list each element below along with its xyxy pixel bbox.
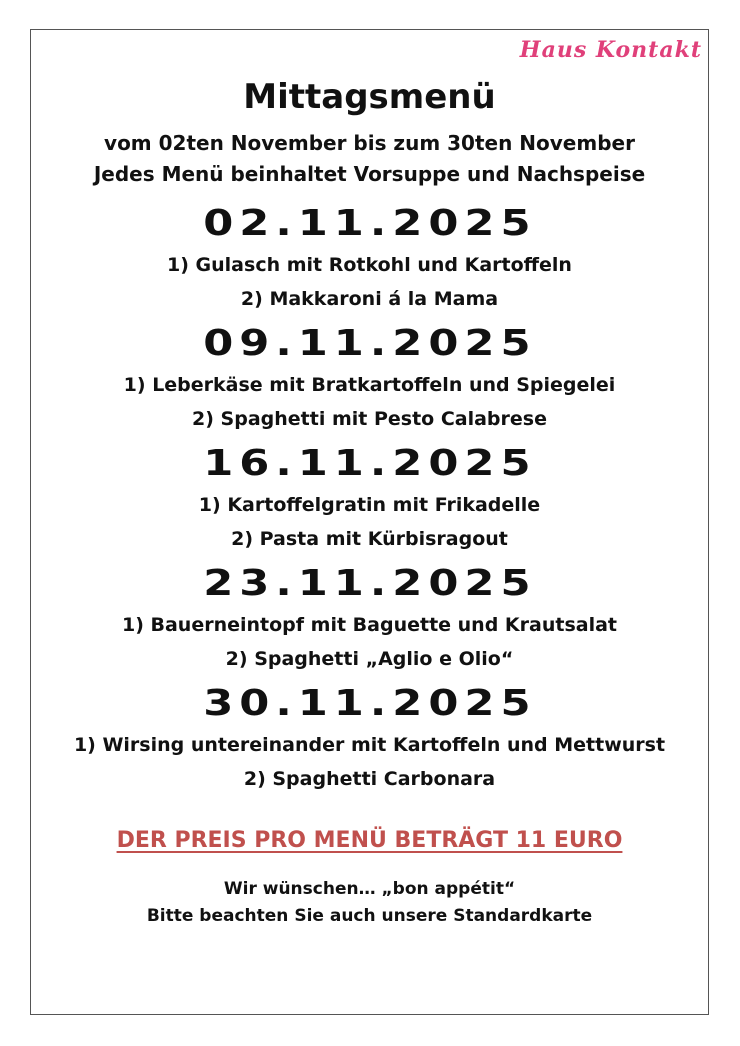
haus-kontakt-logo: Haus Kontakt — [519, 37, 702, 63]
dish-list — [30, 488, 709, 556]
dish-option-2: 2) Spaghetti mit Pesto Calabrese — [192, 408, 547, 430]
dish-option-2: 2) Spaghetti „Aglio e Olio“ — [225, 648, 514, 670]
dish-list — [30, 248, 709, 316]
day-date: 30.11.2025 — [202, 683, 537, 724]
dish-option-1: 1) Kartoffelgratin mit Frikadelle — [198, 494, 541, 516]
bon-appetit-line: Wir wünschen… „bon appétit“ — [223, 879, 516, 899]
day-section — [30, 560, 709, 676]
closing-block — [30, 876, 709, 930]
menu-content — [30, 72, 709, 930]
price-notice: DER PREIS PRO MENÜ BETRÄGT 11 EURO — [116, 828, 623, 853]
menu-includes-subtitle: Jedes Menü beinhaltet Vorsuppe und Nachspeise — [93, 162, 646, 186]
standard-menu-note: Bitte beachten Sie auch unsere Standardkarte — [146, 906, 593, 926]
dish-option-2: 2) Pasta mit Kürbisragout — [231, 528, 508, 550]
subtitle-block — [30, 128, 709, 190]
day-section — [30, 440, 709, 556]
dish-list — [30, 608, 709, 676]
day-date: 02.11.2025 — [202, 203, 537, 244]
day-section — [30, 680, 709, 796]
dish-option-1: 1) Bauerneintopf mit Baguette und Krautsalat — [121, 614, 617, 636]
day-date: 16.11.2025 — [202, 443, 537, 484]
date-range-subtitle: vom 02ten November bis zum 30ten November — [104, 131, 635, 155]
dish-option-2: 2) Spaghetti Carbonara — [243, 768, 496, 790]
day-section — [30, 200, 709, 316]
dish-option-2: 2) Makkaroni á la Mama — [240, 288, 499, 310]
day-section — [30, 320, 709, 436]
dish-option-1: 1) Wirsing untereinander mit Kartoffeln und Mettwurst — [73, 734, 666, 756]
dish-list — [30, 728, 709, 796]
day-date: 09.11.2025 — [202, 323, 537, 364]
dish-list — [30, 368, 709, 436]
day-date: 23.11.2025 — [202, 563, 537, 604]
dish-option-1: 1) Leberkäse mit Bratkartoffeln und Spiegelei — [123, 374, 616, 396]
page-title: Mittagsmenü — [243, 77, 496, 117]
dish-option-1: 1) Gulasch mit Rotkohl und Kartoffeln — [167, 254, 572, 276]
